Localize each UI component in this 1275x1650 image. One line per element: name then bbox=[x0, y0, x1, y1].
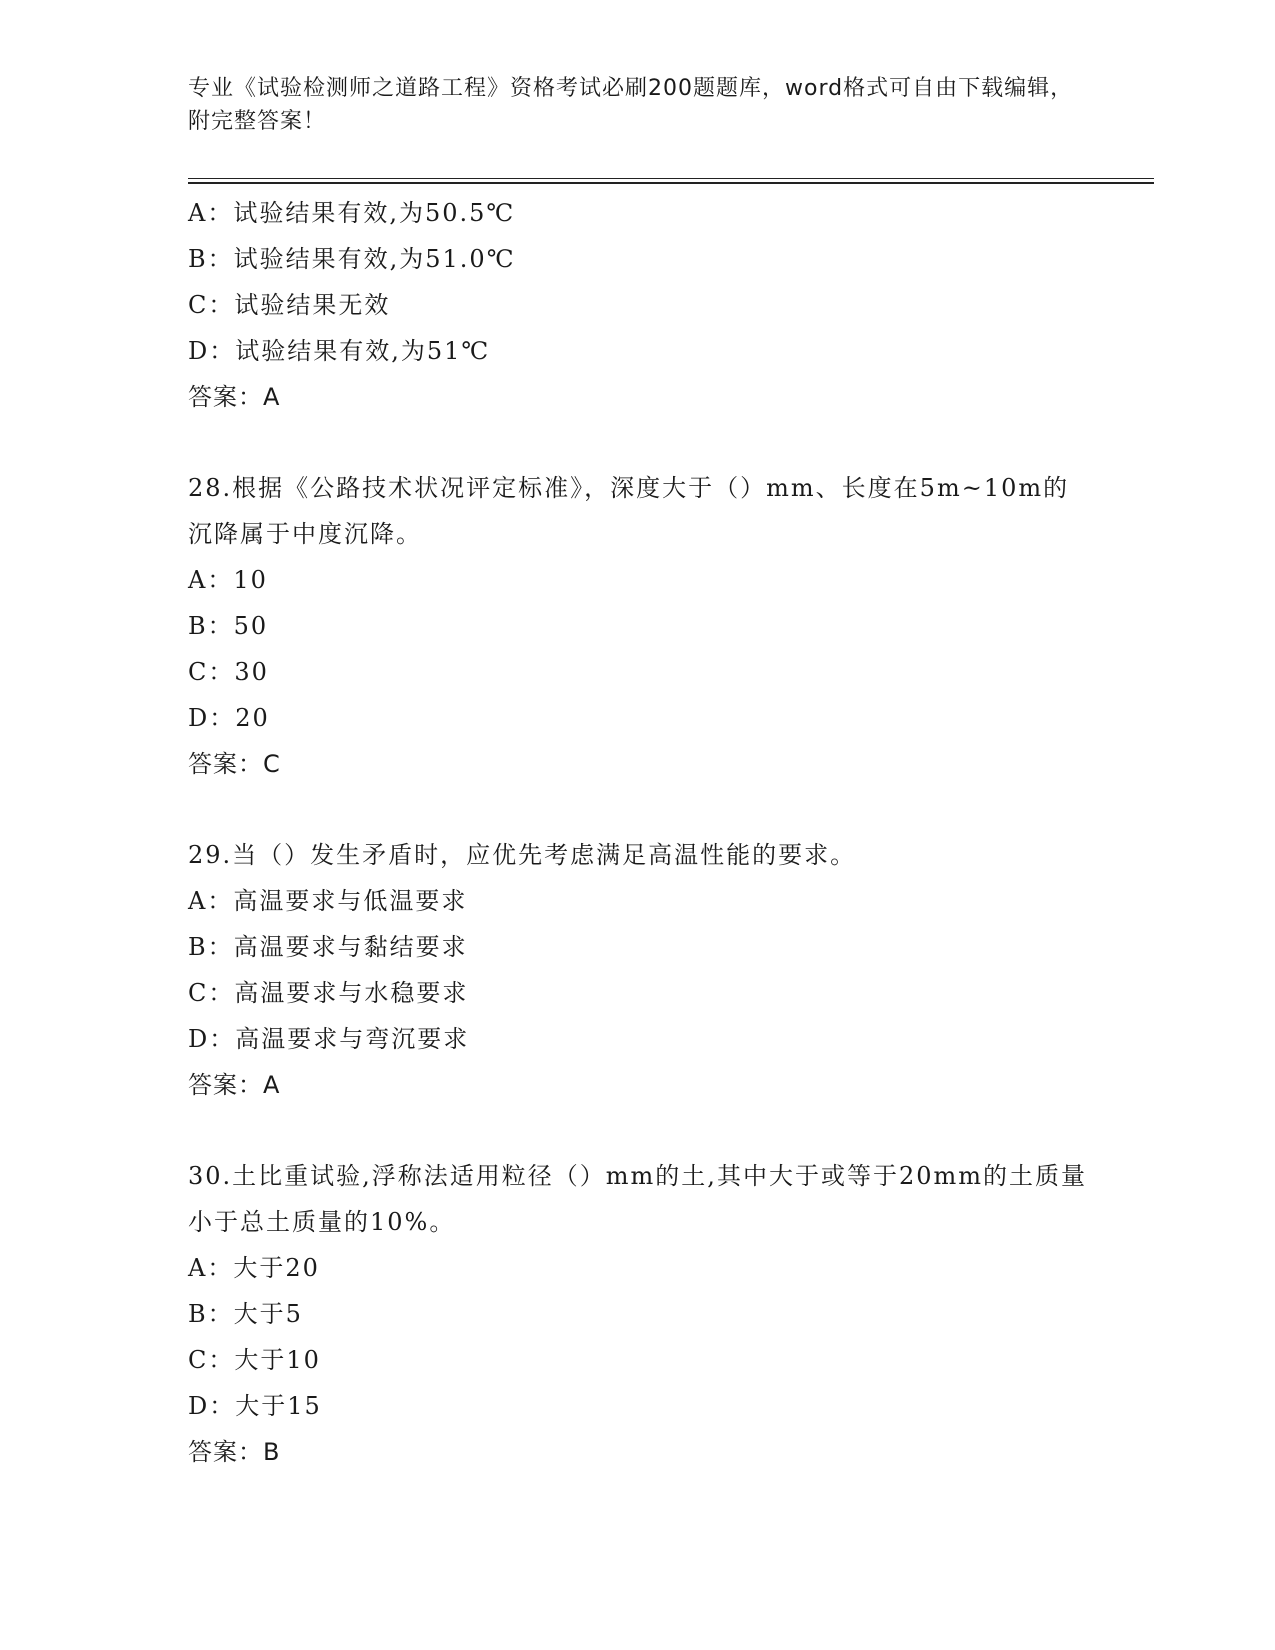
option-a: A：10 bbox=[188, 566, 268, 594]
answer-line: 答案：A bbox=[188, 1071, 281, 1099]
option-c: C：30 bbox=[188, 658, 269, 686]
option-a: A：高温要求与低温要求 bbox=[188, 887, 468, 915]
answer-line: 答案：A bbox=[188, 383, 281, 411]
option-a: A：试验结果有效,为50.5℃ bbox=[188, 199, 516, 227]
option-d: D：试验结果有效,为51℃ bbox=[188, 337, 491, 365]
spacer bbox=[188, 420, 1148, 465]
option-b: B：50 bbox=[188, 612, 269, 640]
option-c: C：高温要求与水稳要求 bbox=[188, 979, 469, 1007]
option-c: C：大于10 bbox=[188, 1346, 321, 1374]
option-d: D：高温要求与弯沉要求 bbox=[188, 1025, 470, 1053]
option-b: B：大于5 bbox=[188, 1300, 303, 1328]
document-header: 专业《试验检测师之道路工程》资格考试必刷200题题库，word格式可自由下载编辑，附完整答案！ bbox=[188, 76, 1074, 134]
previous-question-block bbox=[188, 190, 1148, 420]
spacer bbox=[188, 1108, 1148, 1153]
option-a: A：大于20 bbox=[188, 1254, 320, 1282]
question-block-30 bbox=[188, 1153, 1148, 1475]
option-b: B：试验结果有效,为51.0℃ bbox=[188, 245, 516, 273]
question-block-29 bbox=[188, 832, 1148, 1108]
question-block-28 bbox=[188, 465, 1148, 787]
option-c: C：试验结果无效 bbox=[188, 291, 391, 319]
answer-line: 答案：B bbox=[188, 1438, 281, 1466]
question-text: 28.根据《公路技术状况评定标准》，深度大于（）mm、长度在5m~10m的沉降属于中度沉降。 bbox=[188, 474, 1070, 548]
header-divider-thin bbox=[188, 178, 1154, 179]
spacer bbox=[188, 787, 1148, 832]
question-list bbox=[188, 190, 1148, 1475]
header-divider-thick bbox=[188, 182, 1154, 184]
option-d: D：大于15 bbox=[188, 1392, 322, 1420]
question-text: 30.土比重试验,浮称法适用粒径（）mm的土,其中大于或等于20mm的土质量小于总土质量的10%。 bbox=[188, 1162, 1087, 1236]
answer-line: 答案：C bbox=[188, 750, 281, 778]
question-text: 29.当（）发生矛盾时，应优先考虑满足高温性能的要求。 bbox=[188, 841, 857, 869]
option-d: D：20 bbox=[188, 704, 270, 732]
option-b: B：高温要求与黏结要求 bbox=[188, 933, 468, 961]
